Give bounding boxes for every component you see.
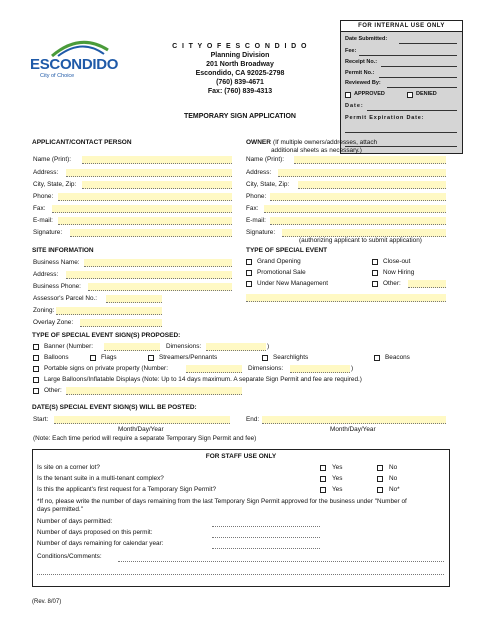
owner-name-label: Name (Print): <box>246 156 284 163</box>
applicant-address-label: Address: <box>33 169 59 176</box>
closeout-label: Close-out <box>383 258 411 265</box>
owner-fax-label: Fax: <box>246 205 259 212</box>
date-submitted-label: Date Submitted: <box>345 36 388 42</box>
corner-lot-no-label: No <box>389 464 398 471</box>
applicant-name-field[interactable] <box>82 156 232 164</box>
multi-tenant-question: Is the tenant suite in a multi-tenant complex? <box>37 475 164 482</box>
end-date-field[interactable] <box>262 416 446 424</box>
balloons-checkbox[interactable] <box>33 355 39 361</box>
end-date-format: Month/Day/Year <box>330 426 376 433</box>
event-other-checkbox[interactable] <box>372 281 378 287</box>
parcel-field[interactable] <box>106 295 162 303</box>
streamers-label: Streamers/Pennants <box>159 354 218 361</box>
start-date-field[interactable] <box>54 416 230 424</box>
applicant-name-label: Name (Print): <box>33 156 71 163</box>
balloons-label: Balloons <box>44 354 69 361</box>
banner-close-paren: ) <box>267 343 270 350</box>
site-heading: SITE INFORMATION <box>32 247 94 254</box>
event-other-label: Other: <box>383 280 401 287</box>
banner-number-field[interactable] <box>104 343 160 351</box>
days-remaining-label: Number of days remaining for calendar year: <box>37 540 164 547</box>
multi-tenant-yes-checkbox[interactable] <box>320 476 326 482</box>
event-other-extra-field[interactable] <box>246 294 446 302</box>
owner-email-field[interactable] <box>270 217 446 225</box>
comments-label: Conditions/Comments: <box>37 553 102 560</box>
internal-use-box <box>340 20 463 154</box>
address-line1: 201 North Broadway <box>206 61 274 68</box>
grand-opening-checkbox[interactable] <box>246 259 252 265</box>
beacons-label: Beacons <box>385 354 410 361</box>
reviewed-label: Reviewed By: <box>345 80 381 86</box>
banner-dimensions-field[interactable] <box>206 343 266 351</box>
corner-lot-yes-checkbox[interactable] <box>320 465 326 471</box>
applicant-city-field[interactable] <box>82 181 232 189</box>
start-label: Start: <box>33 416 49 423</box>
parcel-label: Assessor's Parcel No.: <box>33 295 98 302</box>
owner-signature-field[interactable] <box>282 229 446 237</box>
days-proposed-label: Number of days proposed on this permit: <box>37 529 153 536</box>
banner-checkbox[interactable] <box>33 344 39 350</box>
owner-auth-note: (authorizing applicant to submit application) <box>299 237 422 244</box>
corner-lot-yes-label: Yes <box>332 464 343 471</box>
comments-field-line2[interactable] <box>37 574 444 575</box>
city-name: C I T Y O F E S C O N D I D O <box>172 43 308 50</box>
portable-dimensions-label: Dimensions: <box>248 365 284 372</box>
address-line2: Escondido, CA 92025-2798 <box>195 70 285 77</box>
banner-label: Banner (Number: <box>44 343 94 350</box>
footnote-line1: *If no, please write the number of days remaining from the last Temporary Sign Permit approved for the business under "Number of <box>37 498 407 505</box>
business-name-field[interactable] <box>84 259 232 267</box>
applicant-city-label: City, State, Zip: <box>33 181 77 188</box>
applicant-phone-label: Phone: <box>33 193 54 200</box>
overlay-field[interactable] <box>80 319 162 327</box>
approved-checkbox[interactable] <box>345 92 351 98</box>
logo-wordmark: ESCONDIDO <box>30 56 119 73</box>
banner-dimensions-label: Dimensions: <box>166 343 202 350</box>
first-request-no-label: No* <box>389 486 400 493</box>
dates-note: (Note: Each time period will require a separate Temporary Sign Permit and fee) <box>33 435 257 442</box>
first-request-no-checkbox[interactable] <box>377 487 383 493</box>
event-type-heading: TYPE OF SPECIAL EVENT <box>246 247 328 254</box>
portable-number-field[interactable] <box>186 365 242 373</box>
owner-note-line1: (If multiple owners/addresses, attach <box>273 139 378 146</box>
large-balloons-label: Large Balloons/Inflatable Displays (Note: Up to 14 days maximum. A separate Sign Permit and fee are required.) <box>44 376 362 383</box>
multi-tenant-yes-label: Yes <box>332 475 343 482</box>
applicant-signature-label: Signature: <box>33 229 63 236</box>
logo-tagline: City of Choice <box>40 73 75 79</box>
days-proposed-field[interactable] <box>212 537 320 538</box>
event-other-field[interactable] <box>408 280 446 288</box>
days-permitted-field[interactable] <box>212 526 320 527</box>
owner-email-label: E-mail: <box>246 217 266 224</box>
zoning-field[interactable] <box>56 307 162 315</box>
phone-number: (760) 839-4671 <box>216 79 264 86</box>
portable-label: Portable signs on private property (Number: <box>44 365 168 372</box>
promotional-label: Promotional Sale <box>257 269 306 276</box>
permit-label: Permit No.: <box>345 70 375 76</box>
promotional-checkbox[interactable] <box>246 270 252 276</box>
receipt-label: Receipt No.: <box>345 59 378 65</box>
searchlights-checkbox[interactable] <box>262 355 268 361</box>
corner-lot-question: Is site on a corner lot? <box>37 464 100 471</box>
grand-opening-label: Grand Opening <box>257 258 301 265</box>
now-hiring-checkbox[interactable] <box>372 270 378 276</box>
closeout-checkbox[interactable] <box>372 259 378 265</box>
first-request-yes-label: Yes <box>332 486 343 493</box>
sign-other-checkbox[interactable] <box>33 388 39 394</box>
now-hiring-label: Now Hiring <box>383 269 415 276</box>
logo-swoosh-icon <box>50 36 110 58</box>
large-balloons-checkbox[interactable] <box>33 377 39 383</box>
portable-close-paren: ) <box>351 365 354 372</box>
applicant-fax-label: Fax: <box>33 205 46 212</box>
denied-label: DENIED <box>416 91 437 97</box>
applicant-email-label: E-mail: <box>33 217 53 224</box>
applicant-email-field[interactable] <box>58 217 232 225</box>
searchlights-label: Searchlights <box>273 354 309 361</box>
multi-tenant-no-checkbox[interactable] <box>377 476 383 482</box>
overlay-label: Overlay Zone: <box>33 319 74 326</box>
zoning-label: Zoning: <box>33 307 55 314</box>
date-label: Date: <box>345 103 364 109</box>
flags-checkbox[interactable] <box>90 355 96 361</box>
owner-name-field[interactable] <box>294 156 446 164</box>
approved-label: APPROVED <box>354 91 385 97</box>
corner-lot-no-checkbox[interactable] <box>377 465 383 471</box>
business-phone-label: Business Phone: <box>33 283 81 290</box>
fee-label: Fee: <box>345 48 357 54</box>
owner-city-field[interactable] <box>298 181 446 189</box>
form-title: TEMPORARY SIGN APPLICATION <box>183 113 296 120</box>
owner-heading: OWNER <box>246 139 271 146</box>
internal-use-title: FOR INTERNAL USE ONLY <box>341 21 462 32</box>
applicant-heading: APPLICANT/CONTACT PERSON <box>32 139 132 146</box>
business-name-label: Business Name: <box>33 259 80 266</box>
dates-heading: DATE(S) SPECIAL EVENT SIGN(S) WILL BE POSTED: <box>32 404 197 411</box>
sign-other-field[interactable] <box>66 387 242 395</box>
revision-note: (Rev. 8/07) <box>32 599 62 605</box>
end-label: End: <box>246 416 260 423</box>
beacons-checkbox[interactable] <box>374 355 380 361</box>
site-address-field[interactable] <box>66 271 232 279</box>
days-remaining-field[interactable] <box>212 548 320 549</box>
streamers-checkbox[interactable] <box>148 355 154 361</box>
business-phone-field[interactable] <box>88 283 232 291</box>
owner-phone-field[interactable] <box>270 193 446 201</box>
multi-tenant-no-label: No <box>389 475 398 482</box>
flags-label: Flags <box>101 354 117 361</box>
applicant-fax-field[interactable] <box>52 205 232 213</box>
applicant-signature-field[interactable] <box>70 229 232 237</box>
owner-phone-label: Phone: <box>246 193 267 200</box>
comments-field-line1[interactable] <box>118 561 444 562</box>
denied-checkbox[interactable] <box>407 92 413 98</box>
owner-note-line2: additional sheets as necessary.) <box>271 147 362 154</box>
owner-address-field[interactable] <box>278 169 446 177</box>
portable-checkbox[interactable] <box>33 366 39 372</box>
sign-other-label: Other: <box>44 387 62 394</box>
expiration-label: Permit Expiration Date: <box>345 115 425 121</box>
new-mgmt-label: Under New Management <box>257 280 329 287</box>
signs-heading: TYPE OF SPECIAL EVENT SIGN(S) PROPOSED: <box>32 332 181 339</box>
first-request-yes-checkbox[interactable] <box>320 487 326 493</box>
applicant-address-field[interactable] <box>66 169 232 177</box>
division: Planning Division <box>210 52 270 59</box>
new-mgmt-checkbox[interactable] <box>246 281 252 287</box>
owner-address-label: Address: <box>246 169 272 176</box>
start-date-format: Month/Day/Year <box>118 426 164 433</box>
owner-signature-label: Signature: <box>246 229 276 236</box>
owner-city-label: City, State, Zip: <box>246 181 290 188</box>
site-address-label: Address: <box>33 271 59 278</box>
staff-heading: FOR STAFF USE ONLY <box>205 453 277 460</box>
fax-number: Fax: (760) 839-4313 <box>207 88 273 95</box>
portable-dimensions-field[interactable] <box>290 365 350 373</box>
days-permitted-label: Number of days permitted: <box>37 518 113 525</box>
owner-fax-field[interactable] <box>264 205 446 213</box>
first-request-question: Is this the applicant's first request for a Temporary Sign Permit? <box>37 486 217 493</box>
footnote-line2: days permitted." <box>37 506 83 513</box>
applicant-phone-field[interactable] <box>58 193 232 201</box>
city-logo <box>30 36 125 86</box>
